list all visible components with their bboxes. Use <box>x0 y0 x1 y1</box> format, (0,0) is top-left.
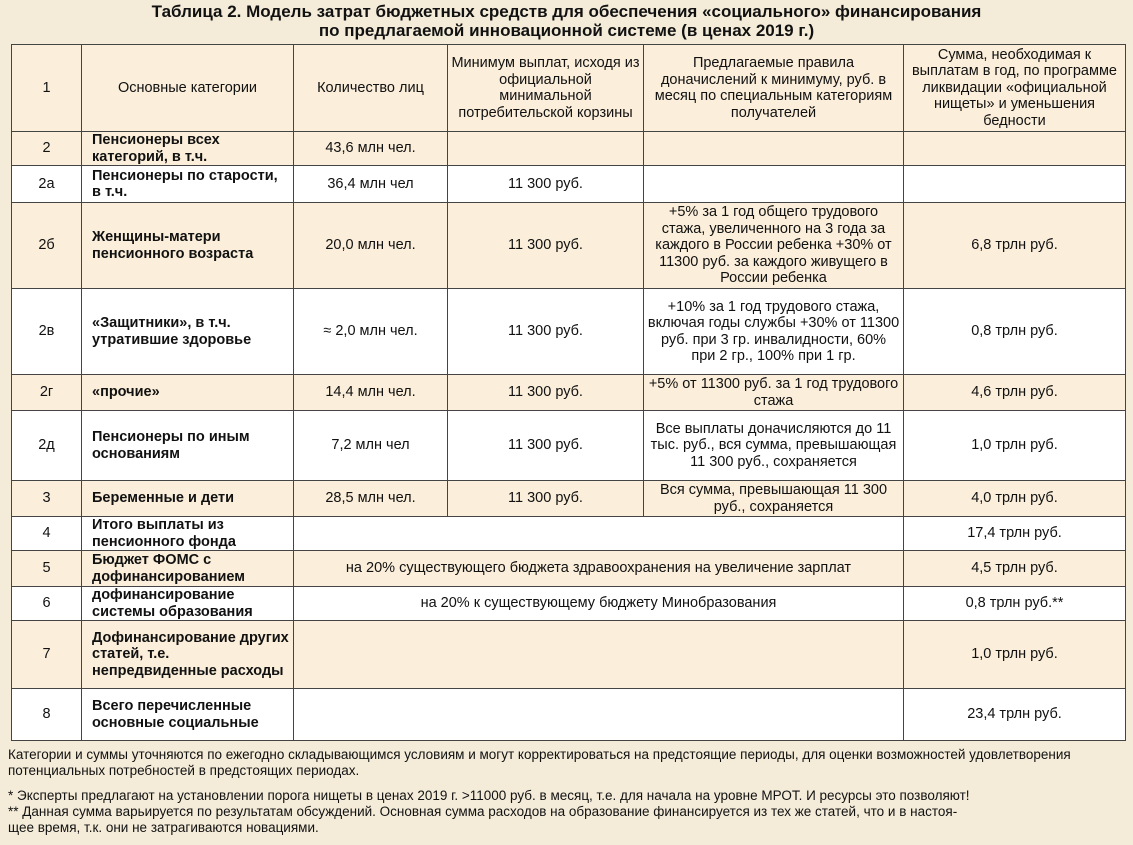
total-row <box>12 587 1126 621</box>
table-header-row <box>12 45 1126 132</box>
row-category: Пенсионеры по иным основаниям <box>82 411 294 481</box>
footnote-2: ** Данная сумма варьируется по результатам обсуждений. Основная сумма расходов на образование финансируется из тех же статей, что и в настоя- <box>8 804 958 819</box>
table-row <box>12 375 1126 411</box>
row-minimum: 11 300 руб. <box>448 166 644 203</box>
row-num: 2г <box>12 375 82 411</box>
row-sum: 1,0 трлн руб. <box>904 411 1126 481</box>
row-category: Бюджет ФОМС с дофинансированием <box>82 551 294 587</box>
row-num: 2д <box>12 411 82 481</box>
row-sum: 4,6 трлн руб. <box>904 375 1126 411</box>
row-rules: +5% от 11300 руб. за 1 год трудового стажа <box>644 375 904 411</box>
row-num: 4 <box>12 517 82 551</box>
row-minimum: 11 300 руб. <box>448 375 644 411</box>
row-num: 2а <box>12 166 82 203</box>
row-span-note <box>294 689 904 741</box>
table-row <box>12 289 1126 375</box>
title-line-2: по предлагаемой инновационной системе (в ценах 2019 г.) <box>318 21 815 40</box>
header-category: Основные категории <box>82 45 294 132</box>
row-num: 5 <box>12 551 82 587</box>
header-sum: Сумма, необходимая к выплатам в год, по программе ликвидации «официальной нищеты» и уменьшения бедности <box>904 45 1126 132</box>
row-num: 8 <box>12 689 82 741</box>
header-minimum: Минимум выплат, исходя из официальной минимальной потребительской корзины <box>448 45 644 132</box>
row-category: Итого выплаты из пенсионного фонда <box>82 517 294 551</box>
table-row <box>12 203 1126 289</box>
row-num: 2 <box>12 132 82 166</box>
total-row <box>12 621 1126 689</box>
row-rules: +10% за 1 год трудового стажа, включая годы службы +30% от 11300 руб. при 3 гр. инвалидности, 60% при 2 гр., 100% при 1 гр. <box>644 289 904 375</box>
row-sum <box>904 166 1126 203</box>
row-rules: Все выплаты доначисляются до 11 тыс. руб., вся сумма, превышающая 11 300 руб., сохраняется <box>644 411 904 481</box>
row-sum: 4,5 трлн руб. <box>904 551 1126 587</box>
row-minimum: 11 300 руб. <box>448 203 644 289</box>
total-row <box>12 689 1126 741</box>
row-count: 14,4 млн чел. <box>294 375 448 411</box>
row-minimum: 11 300 руб. <box>448 481 644 517</box>
title-line-1: Таблица 2. Модель затрат бюджетных средств для обеспечения «социального» финансирования <box>151 2 982 21</box>
row-num: 2в <box>12 289 82 375</box>
row-category: Дофинансирование других статей, т.е. непредвиденные расходы <box>82 621 294 689</box>
header-num: 1 <box>12 45 82 132</box>
row-sum: 4,0 трлн руб. <box>904 481 1126 517</box>
cost-table <box>11 44 1126 741</box>
row-sum: 1,0 трлн руб. <box>904 621 1126 689</box>
row-sum: 0,8 трлн руб. <box>904 289 1126 375</box>
row-span-note: на 20% к существующему бюджету Минобразования <box>294 587 904 621</box>
row-category: Беременные и дети <box>82 481 294 517</box>
table-title <box>0 2 1133 40</box>
row-rules: Вся сумма, превышающая 11 300 руб., сохраняется <box>644 481 904 517</box>
header-rules: Предлагаемые правила доначислений к минимуму, руб. в месяц по специальным категориям получателей <box>644 45 904 132</box>
header-count: Количество лиц <box>294 45 448 132</box>
row-minimum <box>448 132 644 166</box>
row-span-note: на 20% существующего бюджета здравоохранения на увеличение зарплат <box>294 551 904 587</box>
row-minimum: 11 300 руб. <box>448 289 644 375</box>
row-span-note <box>294 621 904 689</box>
table-row <box>12 166 1126 203</box>
row-num: 6 <box>12 587 82 621</box>
row-num: 2б <box>12 203 82 289</box>
table-row <box>12 132 1126 166</box>
row-sum: 0,8 трлн руб.** <box>904 587 1126 621</box>
row-count: 7,2 млн чел <box>294 411 448 481</box>
row-category: «прочие» <box>82 375 294 411</box>
row-sum: 23,4 трлн руб. <box>904 689 1126 741</box>
total-row <box>12 517 1126 551</box>
row-count: 43,6 млн чел. <box>294 132 448 166</box>
table-row <box>12 481 1126 517</box>
row-category: дофинансирование системы образования <box>82 587 294 621</box>
row-count: 20,0 млн чел. <box>294 203 448 289</box>
row-sum: 17,4 трлн руб. <box>904 517 1126 551</box>
row-category: Женщины-матери пенсионного возраста <box>82 203 294 289</box>
row-category: Пенсионеры по старости, в т.ч. <box>82 166 294 203</box>
row-count: 28,5 млн чел. <box>294 481 448 517</box>
row-rules: +5% за 1 год общего трудового стажа, увеличенного на 3 года за каждого в России ребенка +30% от 11300 руб. за каждого живущего в России ребенка <box>644 203 904 289</box>
row-category: Всего перечисленные основные социальные <box>82 689 294 741</box>
row-rules <box>644 166 904 203</box>
total-row <box>12 551 1126 587</box>
row-count: 36,4 млн чел <box>294 166 448 203</box>
row-sum <box>904 132 1126 166</box>
row-category: Пенсионеры всех категорий, в т.ч. <box>82 132 294 166</box>
table-row <box>12 411 1126 481</box>
footnote-2-continued: щее время, т.к. они не затрагиваются новациями. <box>8 820 319 835</box>
row-count: ≈ 2,0 млн чел. <box>294 289 448 375</box>
row-category: «Защитники», в т.ч. утратившие здоровье <box>82 289 294 375</box>
footnote-1: * Эксперты предлагают на установлении порога нищеты в ценах 2019 г. >11000 руб. в месяц, т.е. для начала на уровне МРОТ. И ресурсы это позволяют! <box>8 788 970 803</box>
row-sum: 6,8 трлн руб. <box>904 203 1126 289</box>
row-minimum: 11 300 руб. <box>448 411 644 481</box>
note-general: Категории и суммы уточняются по ежегодно складывающимся условиям и могут корректироваться на предстоящие периоды, для оценки возможностей удовлетворения потенциальных потребностей в предстоящих периодах. <box>8 747 1071 778</box>
row-rules <box>644 132 904 166</box>
row-num: 3 <box>12 481 82 517</box>
row-span-note <box>294 517 904 551</box>
row-num: 7 <box>12 621 82 689</box>
